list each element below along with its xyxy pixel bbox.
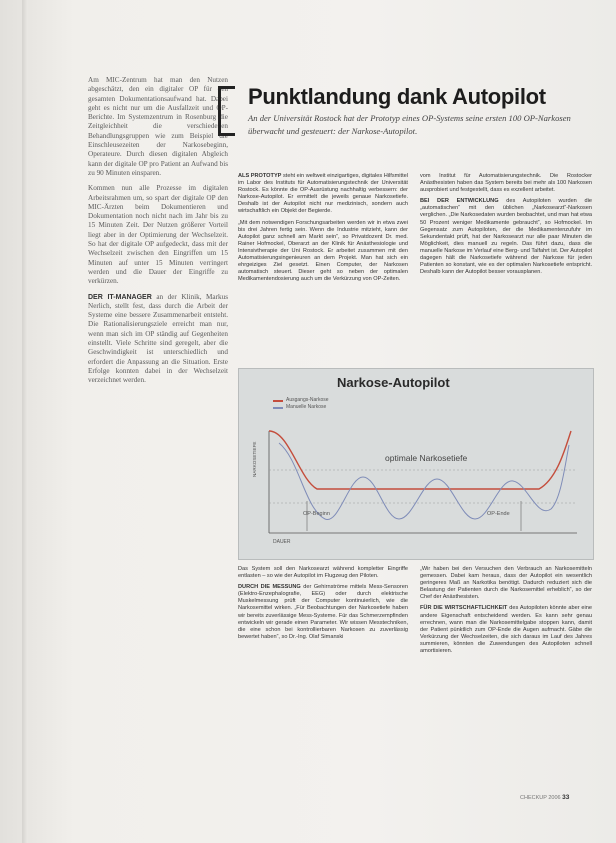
c1-paragraph-2: „Mit dem notwendigen Forschungsarbeiten werden wir in etwa zwei bis drei Jahren fertig sein. Wenn die Industrie mitzieht, kann der Autopilot ganz schnell am Markt sein“, so Privatdozent Dr. med. Rainer Hofmockel, Oberarzt an der Klinik für Anästhesiologie und Intensivtherapie der Uni Rostock. Er arbeitet zusammen mit den Automatisierungsingenieuren an dem Projekt. Man hat sich ein ehrgeiziges Ziel gesetzt. Einen Computer, der Narkosen automatisch steuert. Dieser geht so neben der optimalen Medikamentendosierung auch um die Verkürzung von OP-Zeiten. (238, 219, 408, 283)
op-begin-label: OP-Beginn (303, 511, 330, 517)
c4-lead: FÜR DIE WIRTSCHAFTLICHKEIT (420, 605, 508, 612)
body-column-2 (420, 173, 592, 280)
page-fold-shadow (22, 0, 28, 843)
left-paragraph-1: Am MIC-Zentrum hat man den Nutzen abgeschätzt, den ein digitaler OP für den gesamten Dokumentationsaufwand hat. Dabei geht es nicht nur um die Ausfallzeit und OP-Berichte. Im Systemzentrum in Rosenburg die Zeitgleichheit die verschiedenen Behandlungsgruppen wie zum Beispiel die Einschleusezeiten der Narkosebeginn, Operateure. Durch diesen digitalen Abgleich kann der digitale OP pro Patient an Aufwand bis zu 90 Minuten einsparen. (88, 76, 228, 177)
page-footer (520, 794, 569, 801)
legend-item-manual: Manuelle Narkose (273, 404, 329, 411)
left-paragraph-3 (88, 293, 228, 386)
body-column-1 (238, 173, 408, 287)
c2-paragraph-1: vom Institut für Automatisierungstechnik. Die Rostocker Anästhesisten haben das System bereits bei mehr als 100 Narkosen ausprobiert und festgestellt, dass es exzellent arbeitet. (420, 173, 592, 194)
title-bracket (218, 86, 235, 136)
article-title: Punktlandung dank Autopilot (248, 84, 546, 109)
c1-text-1: steht ein weltweit einzigartiges, digitales Hilfsmittel im Labor des Instituts für Automatisierungstechnik der Universität Rostock. Es könnte die OP-Ausrüstung nachhaltig verbessern: der Narkose-Autopilot. Er ermittelt die jeweils genaue Narkosetiefe. Deshalb ist der Autopilot nicht nur medizinisch, sondern auch wirtschaftlich ein Objekt der Begierde. (238, 173, 408, 215)
c4-paragraph-1: „Wir haben bei den Versuchen den Verbrauch an Narkosemitteln gemessen. Dabei kam heraus, dass der Autopilot ein wesentlich geringeres Maß an Narkotika benötigt. Dadurch reduziert sich die Belastung der Patienten durch die Narkosemittel erheblich“, so der Chef der Anästhesisten. (420, 566, 592, 601)
article-subtitle: An der Universität Rostock hat der Prototyp eines OP-Systems seine ersten 100 OP-Narkosen überwacht und gesteuert: der Narkose-Autopilot. (248, 113, 571, 136)
op-end-label: OP-Ende (487, 511, 510, 517)
c4-text-2: des Autopiloten könnte aber eine andere Eigenschaft entscheidend werden. Es kann sehr genau errechnen, wann man die Narkosemittelgabe stoppen kann, damit der Patient pünktlich zum OP-Ende die Augen aufmacht. Gäbe die Verkürzung der Wechselzeiten, die sich daraus im Lauf des Jahres summieren, könnten die Zuwendungen des Autopiloten schnell amortisieren. (420, 605, 593, 655)
left-paragraph-3-text: an der Klinik, Markus Nerlich, stellt fest, dass durch die Arbeit der Systeme eine bessere Zusammenarbeit entsteht. Die Rationalisierungsziele erreicht man nur, wenn man sich im OP ständig auf Gegenheiten einstellt. Viele Schritte sind geregelt, aber die Geschwindigkeit ist unterschiedlich und erfordert die Anpassung an die Situation. Erste Erfolge konnten dabei in der Wechselzeit verzeichnet werden. (88, 292, 228, 385)
chart-legend (273, 397, 329, 411)
body-column-3 (238, 566, 408, 645)
c3-paragraph-1: Das System soll den Narkosearzt während kompletter Eingriffe entlasten – so wie der Autopilot im Flugzeug den Piloten. (238, 566, 408, 580)
left-column-text (88, 76, 228, 392)
c2-lead: BEI DER ENTWICKLUNG (420, 198, 499, 205)
x-axis-label: DAUER (273, 539, 291, 545)
body-column-4 (420, 566, 592, 659)
legend-item-autopilot: Ausgangs-Narkose (273, 397, 329, 404)
c2-text-2: des Autopiloten wurden die „automatischen“ mit den üblichen „Narkosearzt“-Narkosen verglichen. „Die Narkosedaten wurden beobachtet, und man hat etwa 50 Prozent weniger Medikamente gebraucht“, so Hofmockel. Im Gegensatz zum Autopiloten, der die Medikamentenzufuhr im Sekundentakt prüft, hat der Narkosearzt nur alle paar Minuten die Möglichkeit, dies manuell zu regeln. Das führt dazu, dass die manuelle Narkose im Verlauf eine Berg- und Talfahrt ist. Der Autopilot dagegen hält die Narkosetiefe während der Narkose für jeden Patienten so konstant, wie es der optimalen Narkosetiefe entspricht. Deshalb kann der Autopilot besser vorausplanen. (420, 198, 592, 276)
c3-paragraph-2 (238, 584, 408, 641)
c4-paragraph-2 (420, 605, 592, 655)
c3-text-2: der Gehirnströme mittels Mess-Sensoren (Elektro-Enzephalografie, EEG) oder durch elektrische Muskelmessung prüft der Computer kontinuierlich, wie die Narkosemittel wirken. „Für Beobachtungen der Narkosetiefe haben wir bereits zuverlässige Mess-Systeme. Für das Schmerzempfinden entwickeln wir gerade einen Parameter. Wir wissen Messtechniken, die eine schon bei kontrollierbaren Narkosen zu zuverlässig bewertet haben“, so Dr.-Ing. Olaf Simanski (238, 584, 408, 640)
page-number: 33 (562, 794, 570, 801)
c1-lead: ALS PROTOTYP (238, 173, 282, 179)
narkose-chart (238, 368, 594, 560)
optimal-depth-label: optimale Narkosetiefe (385, 453, 468, 463)
left-paragraph-2: Kommen nun alle Prozesse im digitalen Arbeitsrahmen um, so spart der digitale OP den MIC-Ärzten beim Dokumentieren und Dokumentation noch nicht nach im Jahr bis zu 15 Minuten Zeit. Der Nutzen größerer Vorteil liegt aber in der Optimierung der Wechselzeit. So hat der digitale OP aufgedeckt, dass mit der Wechselzeit zwischen den Eingriffen um 15 Minuten auf unter 15 Minuten verringert werden und die Dauer der Eingriffe zu verkürzen. (88, 184, 228, 286)
y-axis-label: NARKOSETIEFE (252, 441, 257, 477)
c1-paragraph-1 (238, 173, 408, 216)
c3-lead: DURCH DIE MESSUNG (238, 584, 301, 591)
c2-paragraph-2 (420, 198, 592, 276)
footer-issue: CHECKUP 2006 (520, 795, 561, 801)
chart-title: Narkose-Autopilot (337, 375, 450, 390)
left-lead: DER IT-MANAGER (88, 293, 152, 301)
